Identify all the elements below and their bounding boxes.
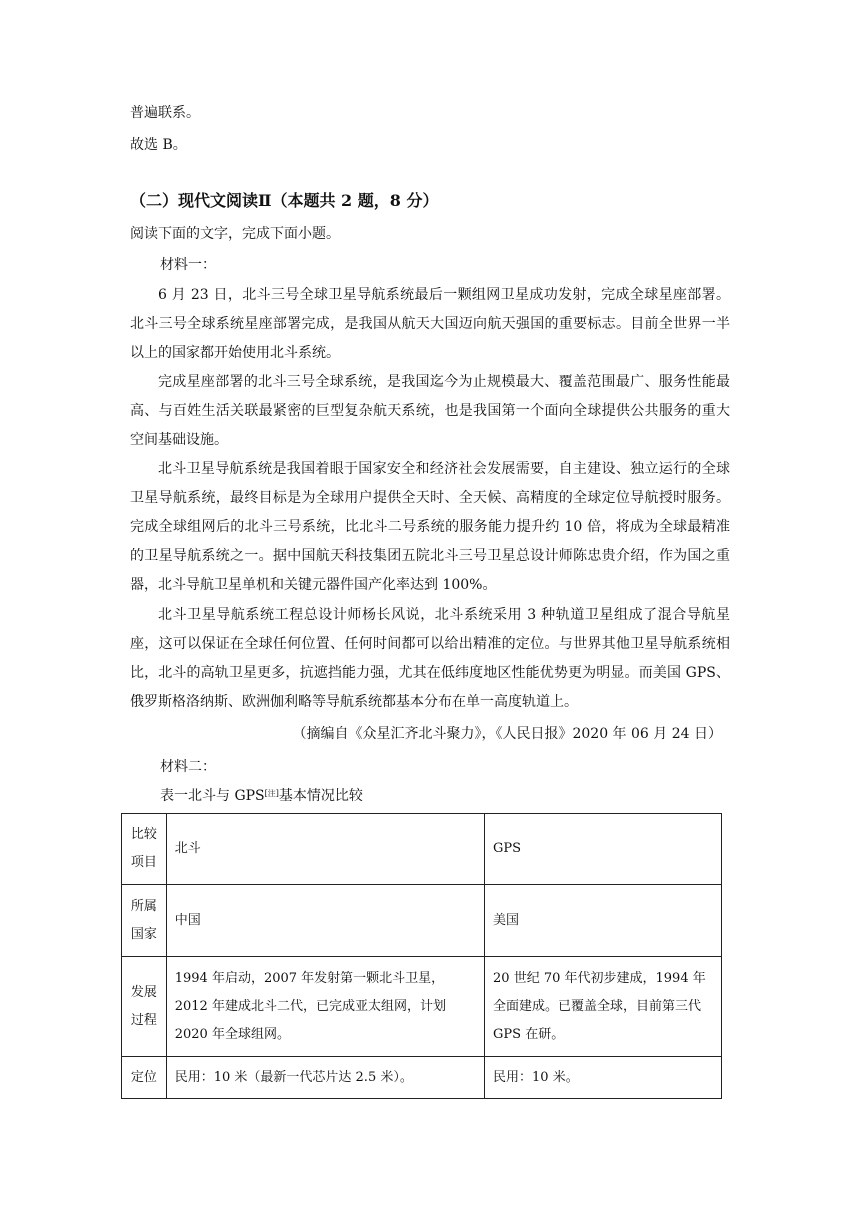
gps-cell: 20 世纪 70 年代初步建成，1994 年全面建成。已覆盖全球，目前第三代 GPS 在研。 [485,957,722,1057]
row-label: 比较项目 [122,814,167,885]
paragraph: 北斗卫星导航系统是我国着眼于国家安全和经济社会发展需要，自主建设、独立运行的全球卫星导航系统，最终目标是为全球用户提供全天时、全天候、高精度的全球定位导航授时服务。完成全球组网后的北斗三号系统，比北斗二号系统的服务能力提升约 10 倍，将成为全球最精准的卫星导航系统之一。据中国航天科技集团五院北斗三号卫星总设计师陈忠贵介绍，作为国之重器，北斗导航卫星单机和关键元器件国产化率达到 100%。 [130,461,730,593]
table-caption-text: 表一北斗与 GPS [160,788,265,804]
gps-cell: GPS [485,814,722,885]
row-label: 发展过程 [122,957,167,1057]
section-heading: （二）现代文阅读Ⅱ（本题共 2 题，8 分） [130,191,439,210]
gps-cell: 民用：10 米。 [485,1057,722,1099]
table-row [122,957,722,1057]
comparison-table [121,813,722,1099]
answer-text: 普遍联系。 [130,105,200,121]
material-two-label: 材料二： [160,759,216,775]
beidou-cell: 中国 [166,885,484,957]
beidou-cell: 1994 年启动，2007 年发射第一颗北斗卫星，2012 年建成北斗二代，已完成亚太组网，计划 2020 年全球组网。 [166,957,484,1057]
paragraph: 北斗卫星导航系统工程总设计师杨长风说，北斗系统采用 3 种轨道卫星组成了混合导航星座，这可以保证在全球任何位置、任何时间都可以给出精准的定位。与世界其他卫星导航系统相比，北斗的高轨卫星更多，抗遮挡能力强，尤其在低纬度地区性能优势更为明显。而美国 GPS、俄罗斯格洛纳斯、欧洲伽利略等导航系统都基本分布在单一高度轨道上。 [130,607,730,710]
table-caption [160,786,363,806]
row-label: 所属国家 [122,885,167,957]
table-row [122,1057,722,1099]
answer-choice: 故选 B。 [130,137,187,153]
material-one-label: 材料一： [160,257,216,273]
reading-instruction: 阅读下面的文字，完成下面小题。 [130,226,340,242]
gps-cell: 美国 [485,885,722,957]
table-row [122,885,722,957]
paragraph: 6 月 23 日，北斗三号全球卫星导航系统最后一颗组网卫星成功发射，完成全球星座部署。北斗三号全球系统星座部署完成，是我国从航天大国迈向航天强国的重要标志。目前全世界一半以上的国家都开始使用北斗系统。 [130,287,730,361]
table-row [122,814,722,885]
beidou-cell: 民用：10 米（最新一代芯片达 2.5 米）。 [166,1057,484,1099]
row-label: 定位 [122,1057,167,1099]
source-citation: （摘编自《众星汇齐北斗聚力》，《人民日报》2020 年 06 月 24 日） [292,726,722,742]
paragraph: 完成星座部署的北斗三号全球系统，是我国迄今为止规模最大、覆盖范围最广、服务性能最高、与百姓生活关联最紧密的巨型复杂航天系统，也是我国第一个面向全球提供公共服务的重大空间基础设施。 [130,374,730,448]
beidou-cell: 北斗 [166,814,484,885]
footnote-marker: [注] [264,789,279,798]
table-caption-suffix: 基本情况比较 [278,788,363,804]
